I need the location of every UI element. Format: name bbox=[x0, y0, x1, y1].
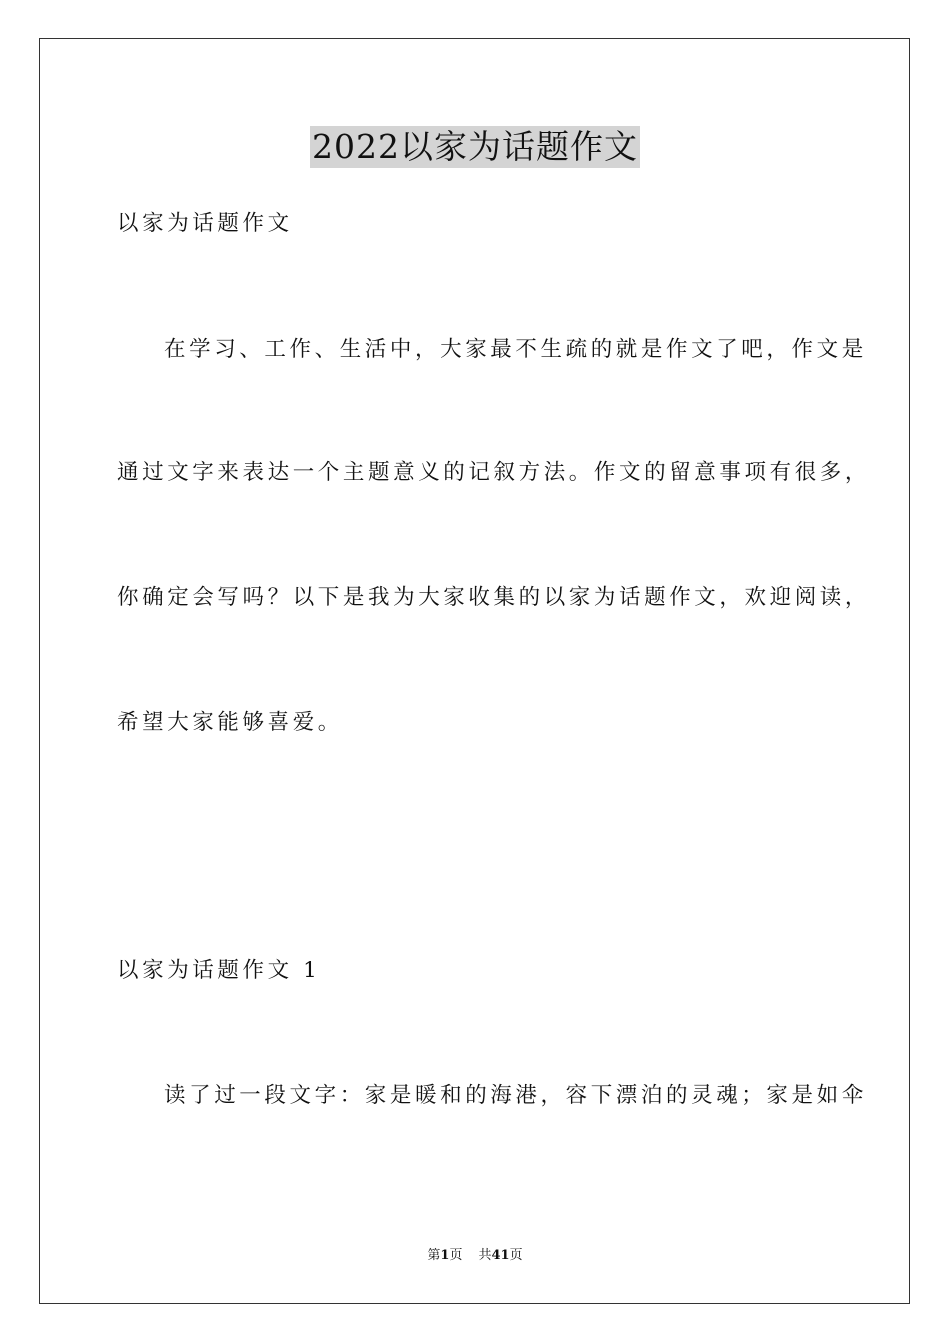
paragraph-line: 在学习、工作、生活中，大家最不生疏的就是作文了吧，作文是 bbox=[164, 337, 867, 362]
footer-total-pages: 41 bbox=[491, 1248, 510, 1263]
page-footer bbox=[0, 1247, 950, 1265]
document-subtitle: 以家为话题作文 bbox=[117, 211, 293, 236]
section-heading: 以家为话题作文 1 bbox=[117, 958, 321, 983]
paragraph-line: 你确定会写吗？以下是我为大家收集的以家为话题作文，欢迎阅读， bbox=[117, 585, 871, 610]
paragraph-line: 希望大家能够喜爱。 bbox=[117, 710, 343, 735]
footer-total-prefix: 共 bbox=[478, 1248, 492, 1263]
footer-total-suffix: 页 bbox=[509, 1248, 523, 1263]
paragraph-line: 通过文字来表达一个主题意义的记叙方法。作文的留意事项有很多， bbox=[117, 460, 871, 485]
footer-page-number: 1 bbox=[440, 1248, 450, 1263]
paragraph-line: 读了过一段文字：家是暖和的海港，容下漂泊的灵魂；家是如伞 bbox=[164, 1083, 867, 1108]
footer-page-suffix: 页 bbox=[449, 1248, 463, 1263]
footer-page-prefix: 第 bbox=[427, 1248, 441, 1263]
document-title: 2022以家为话题作文 bbox=[312, 127, 638, 166]
title-container bbox=[0, 126, 950, 168]
